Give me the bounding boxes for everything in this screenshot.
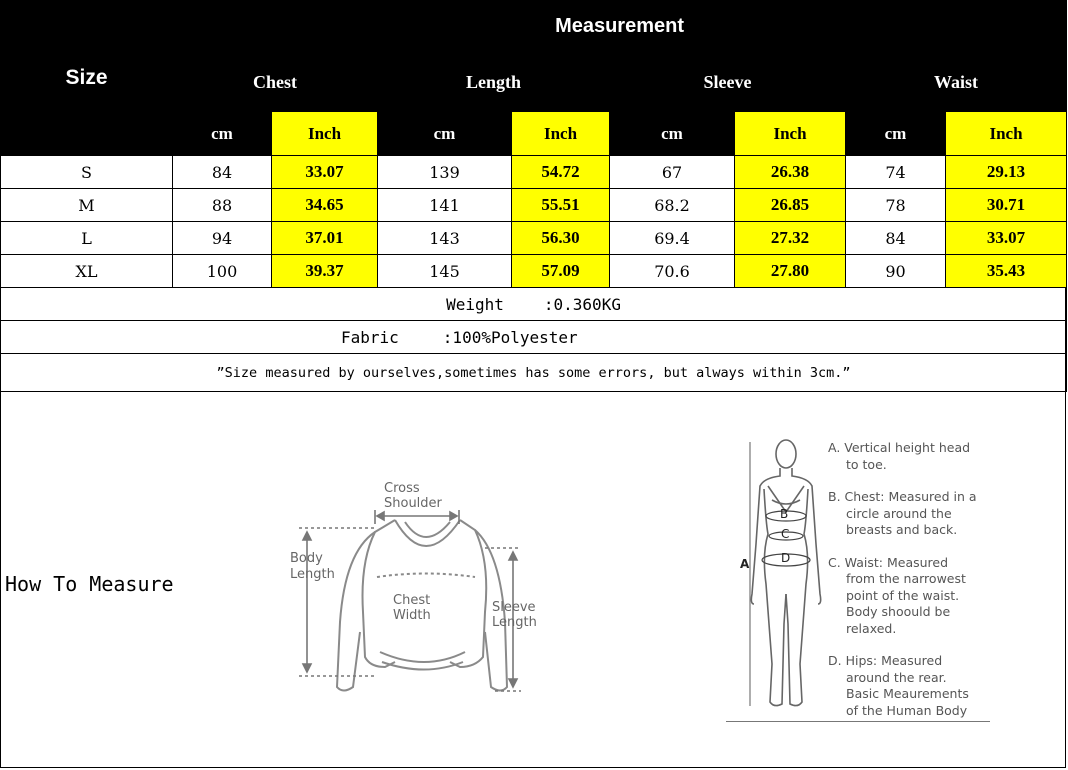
measurement-header: Measurement xyxy=(173,1,1067,53)
waist-inch-cell: 33.07 xyxy=(946,222,1067,255)
length-cm-cell: 141 xyxy=(378,189,512,222)
body-length-label-line1: Body xyxy=(290,551,323,566)
chest-inch-cell: 39.37 xyxy=(272,255,378,288)
chest-width-label-line1: Chest xyxy=(393,593,431,608)
sleeve-inch-cell: 27.80 xyxy=(735,255,846,288)
waist-inch-cell: 35.43 xyxy=(946,255,1067,288)
marker-b: B xyxy=(780,507,789,521)
measurement-legend xyxy=(828,440,998,735)
cross-shoulder-label-line2: Shoulder xyxy=(384,496,442,511)
table-row xyxy=(1,255,1067,288)
sleeve-cm-cell: 69.4 xyxy=(610,222,735,255)
marker-c: C xyxy=(781,527,790,541)
length-cm-cell: 145 xyxy=(378,255,512,288)
unit-inch-header: Inch xyxy=(735,112,846,156)
legend-item-c: C. Waist: Measured from the narrowest point of the waist. Body shoould be relaxed. xyxy=(828,554,966,636)
unit-inch-header: Inch xyxy=(272,112,378,156)
waist-inch-cell: 30.71 xyxy=(946,189,1067,222)
chest-inch-cell: 33.07 xyxy=(272,156,378,189)
fabric-label: Fabric xyxy=(341,327,399,347)
chest-cm-cell: 100 xyxy=(173,255,272,288)
unit-cm-header: cm xyxy=(846,112,946,156)
garment-diagram xyxy=(285,472,555,697)
sleeve-inch-cell: 26.38 xyxy=(735,156,846,189)
legend-item-d: D. Hips: Measured around the rear. Basic Meaurements of the Human Body xyxy=(828,653,969,718)
table-row xyxy=(1,156,1067,189)
how-to-measure-section xyxy=(0,392,1066,768)
length-inch-cell: 57.09 xyxy=(512,255,610,288)
unit-inch-header: Inch xyxy=(946,112,1067,156)
chest-header: Chest xyxy=(173,53,378,112)
sleeve-length-label-line1: Sleeve xyxy=(492,600,536,615)
measurement-note: ”Size measured by ourselves,sometimes has some errors, but always within 3cm.” xyxy=(1,354,1067,392)
length-inch-cell: 54.72 xyxy=(512,156,610,189)
legend-item-b: B. Chest: Measured in a circle around the breasts and back. xyxy=(828,489,977,537)
fabric-row xyxy=(1,321,1067,354)
marker-a: A xyxy=(740,557,750,571)
body-figure-diagram xyxy=(728,434,828,724)
chest-cm-cell: 94 xyxy=(173,222,272,255)
length-cm-cell: 139 xyxy=(378,156,512,189)
table-row xyxy=(1,222,1067,255)
sleeve-inch-cell: 26.85 xyxy=(735,189,846,222)
weight-row xyxy=(1,288,1067,321)
waist-inch-cell: 29.13 xyxy=(946,156,1067,189)
note-row xyxy=(1,354,1067,392)
chest-inch-cell: 37.01 xyxy=(272,222,378,255)
sleeve-inch-cell: 27.32 xyxy=(735,222,846,255)
chest-width-label-line2: Width xyxy=(393,608,431,623)
waist-cm-cell: 74 xyxy=(846,156,946,189)
weight-value: :0.360KG xyxy=(543,294,621,314)
size-header: Size xyxy=(1,1,173,156)
waist-cm-cell: 84 xyxy=(846,222,946,255)
unit-cm-header: cm xyxy=(610,112,735,156)
weight-label: Weight xyxy=(446,294,504,314)
sleeve-cm-cell: 70.6 xyxy=(610,255,735,288)
size-cell: M xyxy=(1,189,173,222)
length-header: Length xyxy=(378,53,610,112)
unit-inch-header: Inch xyxy=(512,112,610,156)
unit-cm-header: cm xyxy=(378,112,512,156)
chest-cm-cell: 84 xyxy=(173,156,272,189)
sleeve-cm-cell: 67 xyxy=(610,156,735,189)
marker-d: D xyxy=(781,551,791,565)
body-length-label-line2: Length xyxy=(290,567,335,582)
length-inch-cell: 56.30 xyxy=(512,222,610,255)
length-inch-cell: 55.51 xyxy=(512,189,610,222)
sleeve-length-label-line2: Length xyxy=(492,615,537,630)
fabric-value: :100%Polyester xyxy=(442,327,578,347)
size-cell: S xyxy=(1,156,173,189)
table-row xyxy=(1,189,1067,222)
sleeve-header: Sleeve xyxy=(610,53,846,112)
chest-inch-cell: 34.65 xyxy=(272,189,378,222)
length-cm-cell: 143 xyxy=(378,222,512,255)
sleeve-cm-cell: 68.2 xyxy=(610,189,735,222)
chest-cm-cell: 88 xyxy=(173,189,272,222)
size-cell: XL xyxy=(1,255,173,288)
waist-header: Waist xyxy=(846,53,1067,112)
unit-cm-header: cm xyxy=(173,112,272,156)
waist-cm-cell: 78 xyxy=(846,189,946,222)
size-cell: L xyxy=(1,222,173,255)
waist-cm-cell: 90 xyxy=(846,255,946,288)
legend-item-a: A. Vertical height head to toe. xyxy=(828,440,971,472)
cross-shoulder-label-line1: Cross xyxy=(384,481,420,496)
how-to-measure-label: How To Measure xyxy=(5,572,174,596)
